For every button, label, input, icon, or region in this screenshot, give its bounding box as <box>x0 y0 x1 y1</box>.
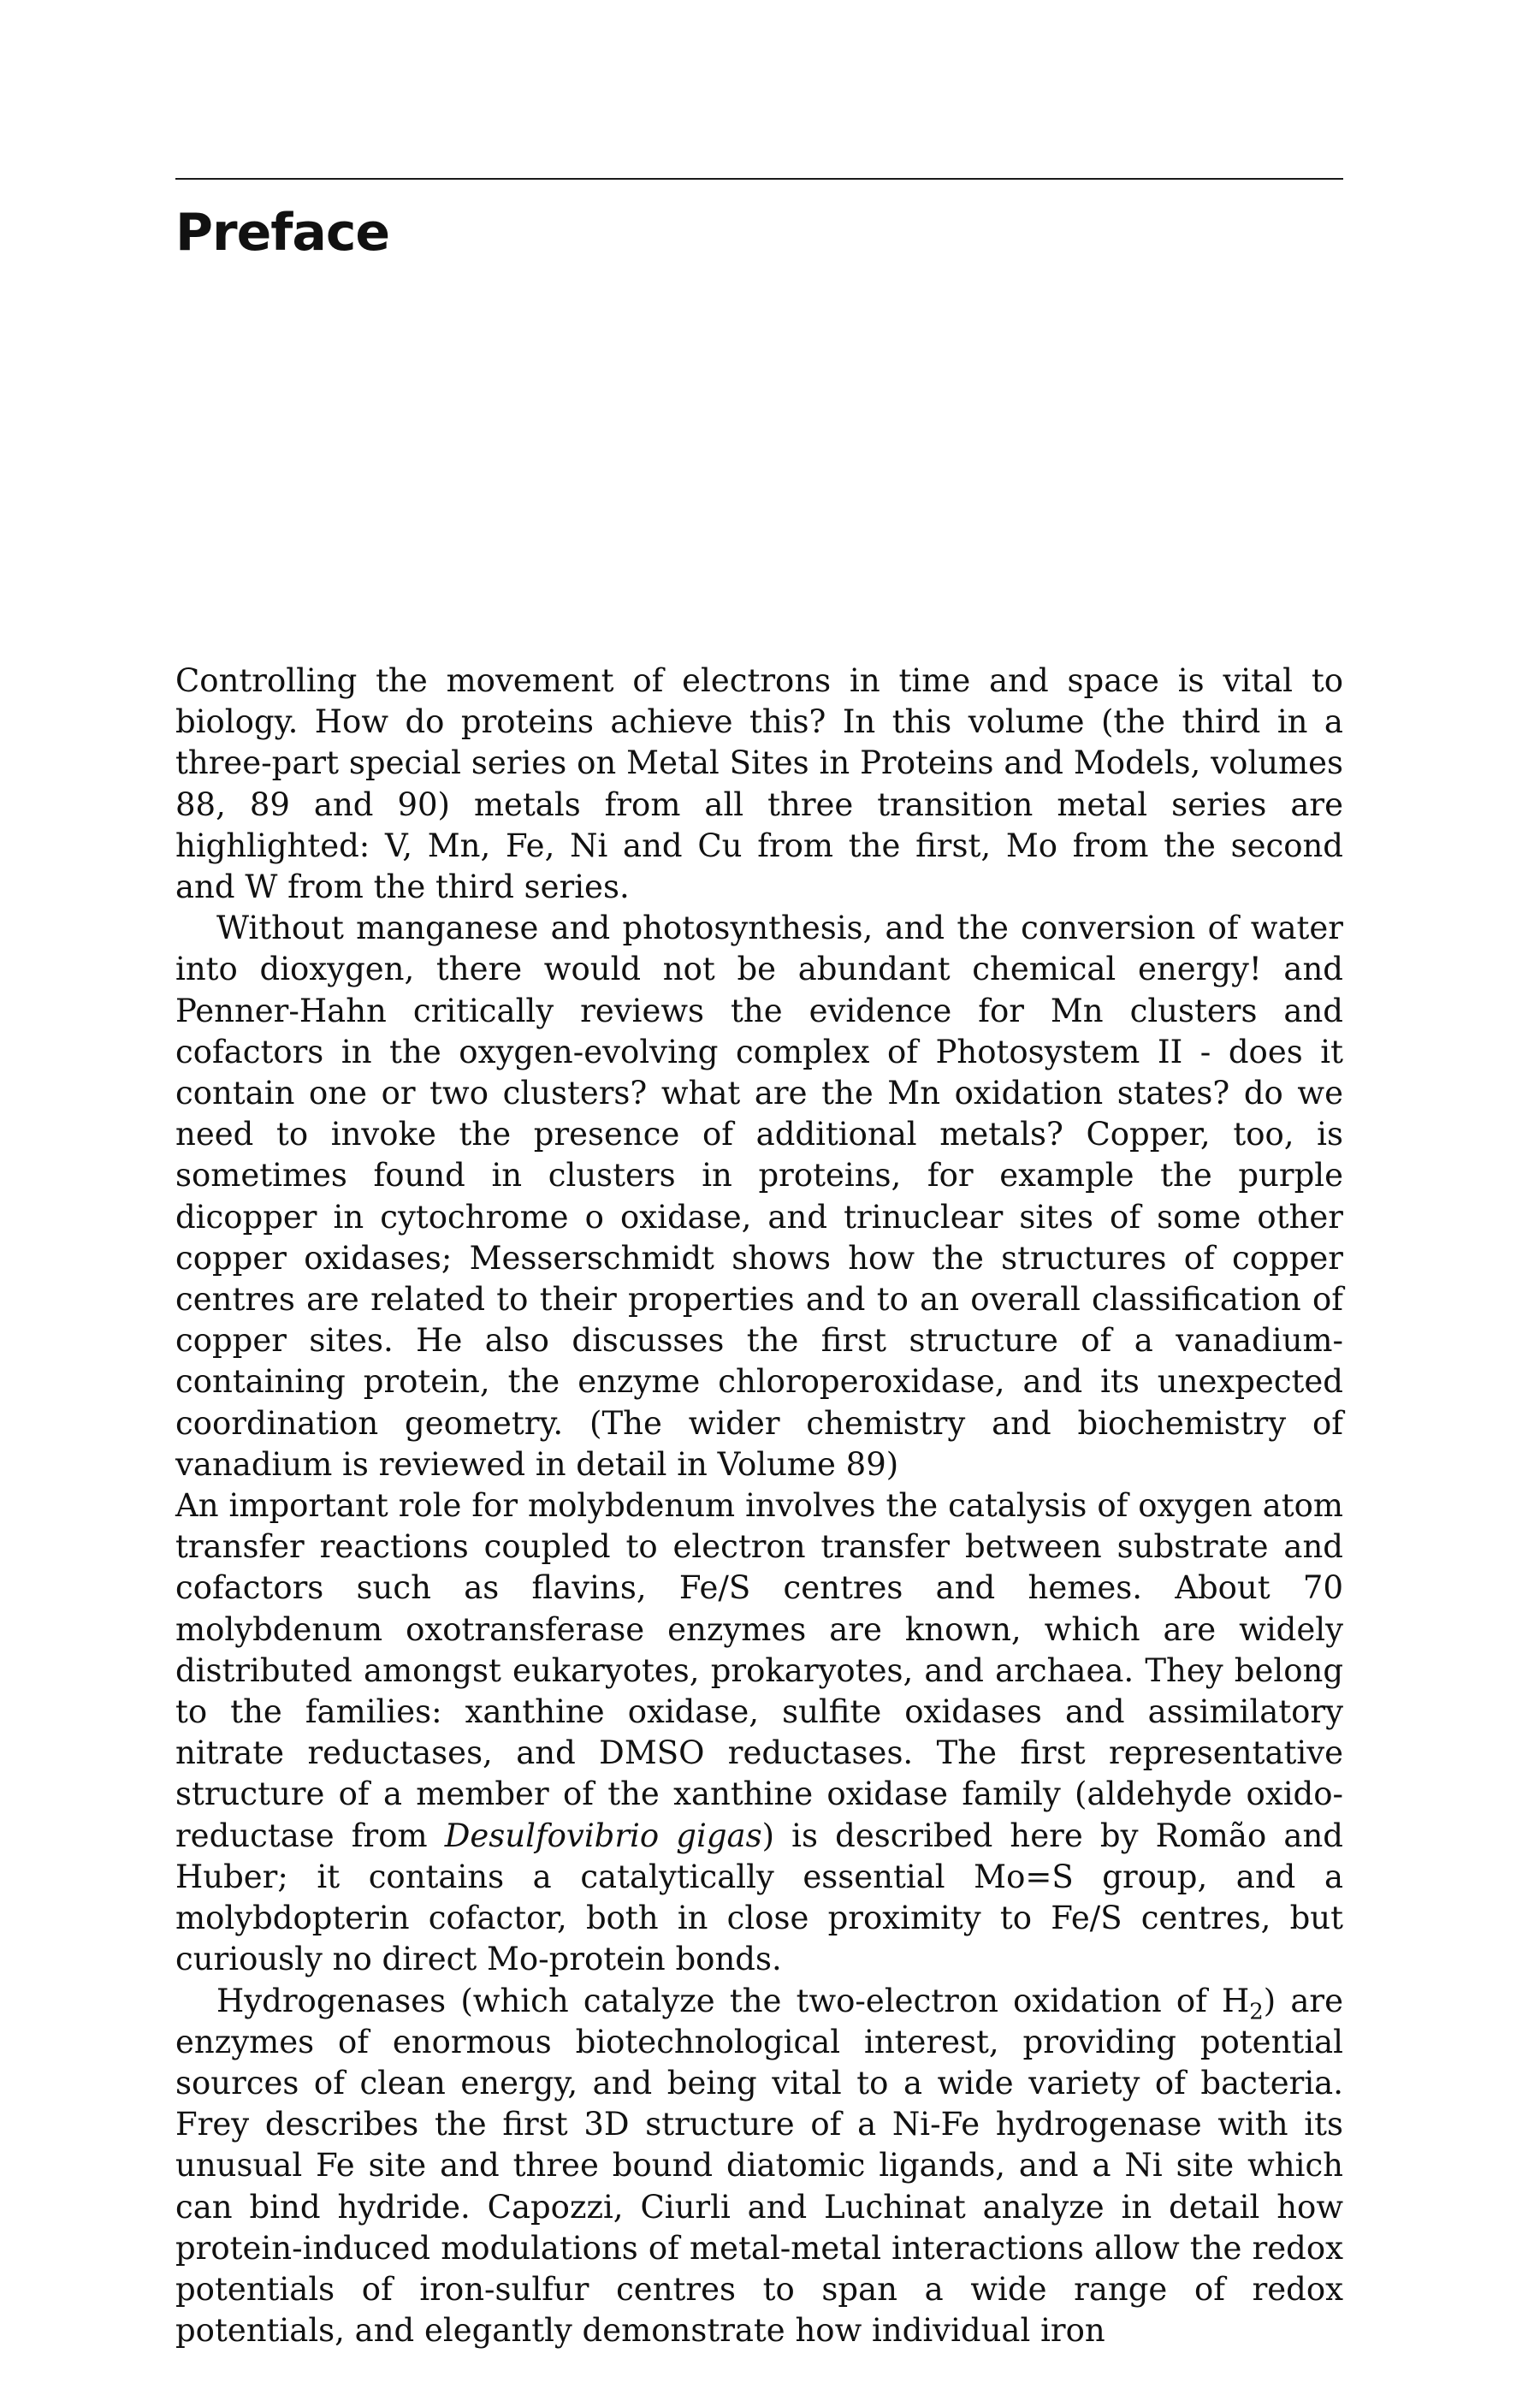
paragraph-4 <box>175 1981 1343 2352</box>
subscript-2: 2 <box>1249 1998 1264 2024</box>
paragraph-1: Controlling the movement of electrons in time and space is vital to biology. How do proteins achieve this? In this volume (the third in a three-part special series on Metal Sites in Proteins and Models, volumes 88, 89 and 90) metals from all three transition metal series are highlighted: V, Mn, Fe, Ni and Cu from the first, Mo from the second and W from the third series. <box>175 662 1343 906</box>
paragraph-2: Without manganese and photosynthesis, and the conversion of water into dioxygen, there would not be abundant chemical energy! and Penner-Hahn critically reviews the evidence for Mn clusters and cofactors in the oxygen-evolving complex of Photosystem II - does it contain one or two clusters? what are the Mn oxidation states? do we need to invoke the presence of additional metals? Copper, too, is sometimes found in clusters in proteins, for example the purple dicopper in cytochrome o oxidase, and trinuclear sites of some other copper oxidases; Messerschmidt shows how the structures of copper centres are related to their properties and to an overall classification of copper sites. He also discusses the first structure of a vanadium-containing protein, the enzyme chloroperoxidase, and its unexpected coordination geometry. (The wider chemistry and biochemistry of vanadium is reviewed in detail in Volume 89) <box>175 910 1343 1483</box>
paragraph-3 <box>175 1485 1343 1980</box>
body-text <box>175 661 1343 2351</box>
header-rule <box>175 178 1343 180</box>
species-name: Desulfovibrio gigas <box>444 1817 762 1854</box>
paragraph-4-text-a: Hydrogenases (which catalyze the two-electron oxidation of H <box>216 1982 1250 2019</box>
paragraph-3-text-a: An important role for molybdenum involves the catalysis of oxygen atom transfer reactions coupled to electron transfer between substrate and cofactors such as flavins, Fe/S centres and hemes. About 70 molybdenum oxotransferase enzymes are known, which are widely distributed amongst eukaryotes, prokaryotes, and archaea. They belong to the families: xanthine oxidase, sulfite oxidases and assimilatory nitrate reductases, and DMSO reductases. The first representative structure of a member of the xanthine oxidase family (aldehyde oxido-reductase from <box>175 1487 1343 1854</box>
paragraph-4-text-b: ) are enzymes of enormous biotechnological interest, providing potential sources of clean energy, and being vital to a wide variety of bacteria. Frey describes the first 3D structure of a Ni-Fe hydrogenase with its unusual Fe site and three bound diatomic ligands, and a Ni site which can bind hydride. Capozzi, Ciurli and Luchinat analyze in detail how protein-induced modulations of metal-metal interactions allow the redox potentials of iron-sulfur centres to span a wide range of redox potentials, and elegantly demonstrate how individual iron <box>175 1982 1343 2350</box>
page-title: Preface <box>175 203 390 263</box>
paragraph-3-text-b: ) is described here by Romão and Huber; it contains a catalytically essential Mo=S group, and a molybdopterin cofactor, both in close proximity to Fe/S centres, but curiously no direct Mo-protein bonds. <box>175 1817 1343 1978</box>
